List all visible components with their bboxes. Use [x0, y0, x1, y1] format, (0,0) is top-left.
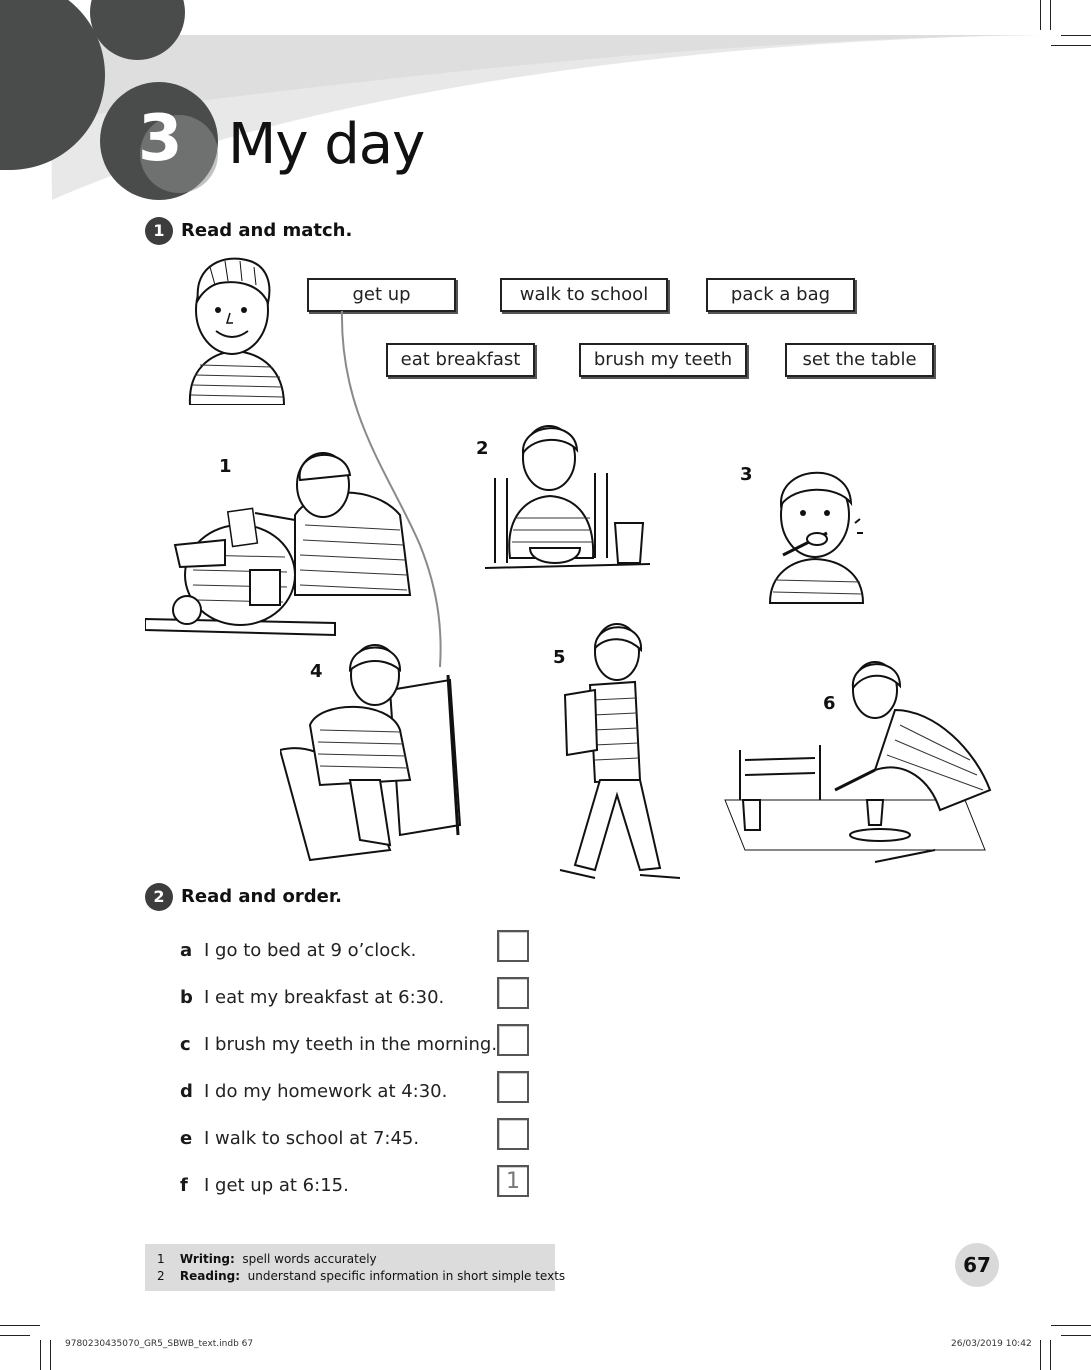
answer-box[interactable] — [497, 1118, 529, 1150]
setting-table-illustration — [715, 650, 995, 870]
answer-box[interactable] — [497, 977, 529, 1009]
phrase-pack-a-bag[interactable]: pack a bag — [706, 278, 855, 312]
crop-mark — [0, 1325, 40, 1326]
item-text: I go to bed at 9 o’clock. — [204, 940, 417, 961]
exercise-2-instruction: Read and order. — [181, 886, 342, 907]
item-text: I eat my breakfast at 6:30. — [204, 987, 445, 1008]
item-text: I do my homework at 4:30. — [204, 1081, 448, 1102]
picture-number-1: 1 — [219, 456, 232, 477]
objective-skill: Writing: — [179, 1252, 235, 1266]
item-letter: e — [180, 1128, 193, 1149]
item-letter: a — [180, 940, 193, 961]
page-title: My day — [228, 112, 425, 177]
item-letter: f — [180, 1175, 188, 1196]
getting-up-illustration — [280, 640, 470, 865]
phrase-brush-my-teeth[interactable]: brush my teeth — [579, 343, 747, 377]
objective-line — [157, 1269, 565, 1283]
item-letter: d — [180, 1081, 193, 1102]
objective-skill: Reading: — [179, 1269, 241, 1283]
unit-number: 3 — [138, 102, 183, 176]
item-text: I get up at 6:15. — [204, 1175, 349, 1196]
brushing-teeth-illustration — [765, 455, 870, 605]
item-text: I brush my teeth in the morning. — [204, 1034, 498, 1055]
picture-number-3: 3 — [740, 464, 753, 485]
item-letter: c — [180, 1034, 191, 1055]
objective-number: 2 — [157, 1269, 165, 1283]
phrase-eat-breakfast[interactable]: eat breakfast — [386, 343, 535, 377]
answer-box[interactable] — [497, 1024, 529, 1056]
boy-portrait-illustration — [180, 255, 290, 405]
phrase-get-up[interactable]: get up — [307, 278, 456, 312]
crop-mark — [0, 1335, 30, 1336]
learning-objectives — [145, 1244, 566, 1291]
answer-box[interactable] — [497, 930, 529, 962]
crop-mark — [50, 1340, 51, 1370]
crop-mark — [1061, 1335, 1091, 1336]
objective-text: understand specific information in short simple texts — [247, 1269, 566, 1283]
objective-text: spell words accurately — [242, 1252, 377, 1266]
picture-number-5: 5 — [553, 647, 566, 668]
phrase-walk-to-school[interactable]: walk to school — [500, 278, 668, 312]
packing-bag-illustration — [145, 445, 415, 640]
crop-mark — [40, 1340, 41, 1370]
exercise-1-badge: 1 — [145, 217, 173, 245]
item-letter: b — [180, 987, 193, 1008]
answer-box[interactable] — [497, 1071, 529, 1103]
picture-number-2: 2 — [476, 438, 489, 459]
objective-number: 1 — [157, 1252, 165, 1266]
picture-number-6: 6 — [823, 693, 836, 714]
crop-mark — [1040, 1340, 1041, 1370]
date-slug: 26/03/2019 10:42 — [951, 1339, 1032, 1349]
exercise-2-badge: 2 — [145, 883, 173, 911]
item-text: I walk to school at 7:45. — [204, 1128, 420, 1149]
walking-to-school-illustration — [555, 620, 705, 895]
picture-number-4: 4 — [310, 661, 323, 682]
file-slug: 9780230435070_GR5_SBWB_text.indb 67 — [65, 1339, 254, 1349]
crop-mark — [1050, 1340, 1051, 1370]
crop-mark — [1051, 1325, 1091, 1326]
phrase-set-the-table[interactable]: set the table — [785, 343, 934, 377]
answer-box[interactable]: 1 — [497, 1165, 529, 1197]
page-number: 67 — [955, 1243, 999, 1287]
objective-line — [157, 1252, 377, 1266]
exercise-1-instruction: Read and match. — [181, 220, 353, 241]
eating-breakfast-illustration — [485, 418, 655, 573]
